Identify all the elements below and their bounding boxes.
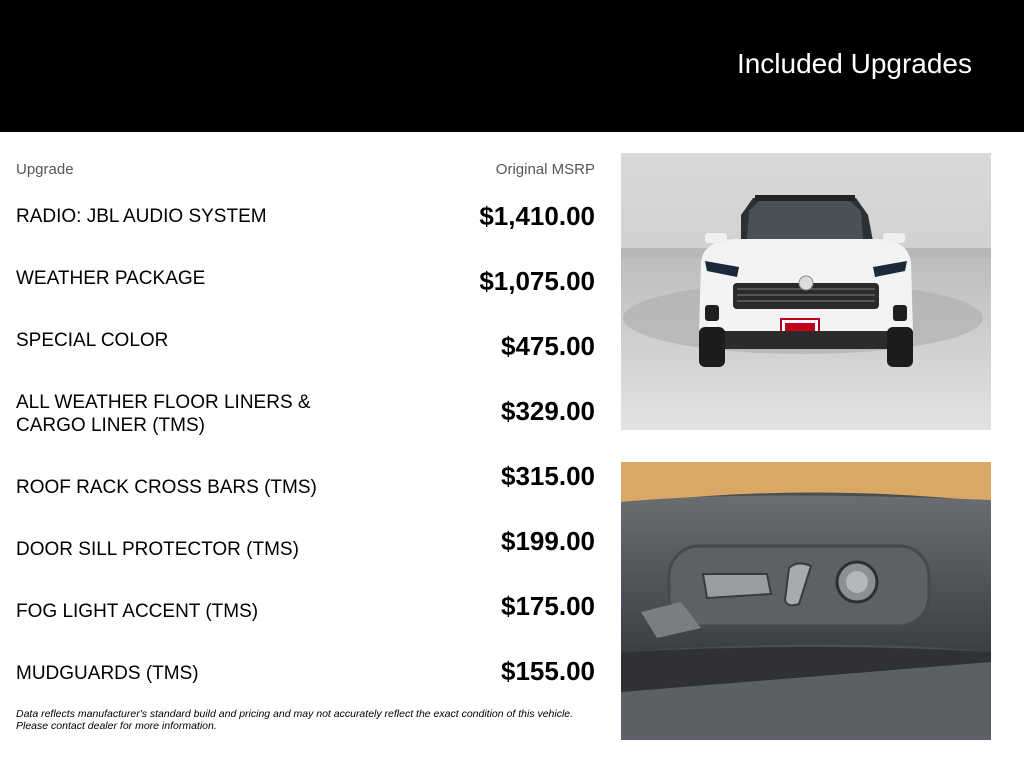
upgrade-price: $329.00 <box>501 396 595 426</box>
upgrade-name: ROOF RACK CROSS BARS (TMS) <box>16 477 317 498</box>
page-title: Included Upgrades <box>736 48 972 79</box>
seat-controls-photo <box>621 462 991 740</box>
vehicle-photo <box>621 153 991 430</box>
upgrade-price: $1,410.00 <box>479 201 595 231</box>
upgrade-name: SPECIAL COLOR <box>16 330 169 351</box>
column-header-msrp: Original MSRP <box>495 161 595 178</box>
upgrade-price: $315.00 <box>501 461 595 491</box>
upgrade-name: WEATHER PACKAGE <box>16 268 206 289</box>
header-bar <box>0 0 1024 132</box>
upgrade-name: MUDGUARDS (TMS) <box>16 663 199 684</box>
upgrade-price: $1,075.00 <box>479 266 595 296</box>
upgrade-price: $199.00 <box>501 526 595 556</box>
upgrade-price: $475.00 <box>501 331 595 361</box>
upgrade-price: $175.00 <box>501 591 595 621</box>
upgrade-price: $155.00 <box>501 656 595 686</box>
upgrade-name: ALL WEATHER FLOOR LINERS & CARGO LINER (TMS) <box>16 392 311 436</box>
upgrade-name: RADIO: JBL AUDIO SYSTEM <box>16 206 267 227</box>
upgrade-name: DOOR SILL PROTECTOR (TMS) <box>16 539 299 560</box>
column-header-upgrade: Upgrade <box>16 161 74 178</box>
disclaimer-text: Data reflects manufacturer's standard build and pricing and may not accurately reflect the exact condition of this vehicle. Please contact dealer for more information. <box>16 708 574 732</box>
upgrade-name: FOG LIGHT ACCENT (TMS) <box>16 601 259 622</box>
